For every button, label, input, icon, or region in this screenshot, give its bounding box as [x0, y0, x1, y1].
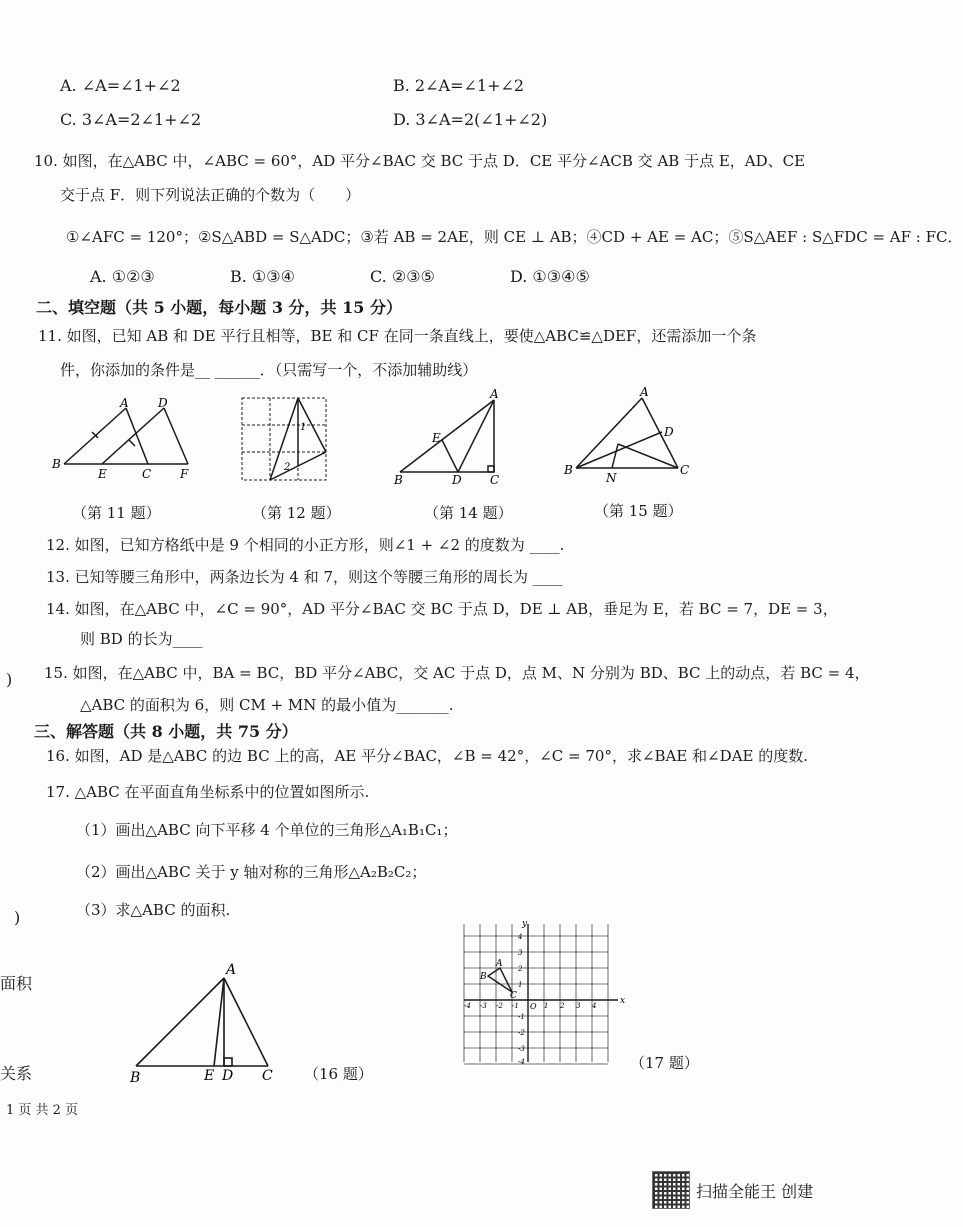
y-tick-label: -2 — [518, 1029, 525, 1037]
fig11-label-f: F — [180, 467, 189, 481]
fig17-label-y: y — [522, 919, 528, 929]
fig16-label-b: B — [130, 1070, 141, 1086]
q10-option-a: A. ①②③ — [90, 267, 155, 286]
q9-option-a: A. ∠A=∠1+∠2 — [60, 76, 181, 95]
figure-q12 — [240, 396, 332, 484]
fig12-angle-2: 2 — [284, 462, 291, 473]
fig17-label-a: A — [496, 959, 503, 969]
fig15-label-b: B — [564, 463, 573, 477]
x-tick-label: -1 — [512, 1002, 519, 1010]
q10-statements: ①∠AFC = 120°；②S△ABD = S△ADC；③若 AB = 2AE，则 CE ⊥ AB；④CD + AE = AC；⑤S△AEF : S△FDC = AF : FC． — [66, 228, 963, 246]
fig15-label-c: C — [680, 463, 690, 477]
q10-line1: 10. 如图，在△ABC 中，∠ABC = 60°，AD 平分∠BAC 交 BC 于点 D．CE 平分∠ACB 交 AB 于点 E，AD、CE — [34, 152, 806, 170]
y-tick-label: 2 — [518, 965, 523, 973]
caption-q16: （16 题） — [304, 1065, 373, 1083]
section-fill-in-heading: 二、填空题（共 5 小题，每小题 3 分，共 15 分） — [36, 298, 402, 317]
q13-text: 13. 已知等腰三角形中，两条边长为 4 和 7，则这个等腰三角形的周长为 ____ — [46, 568, 563, 586]
q17-part3: （3）求△ABC 的面积. — [76, 901, 231, 919]
q15-line2: △ABC 的面积为 6，则 CM + MN 的最小值为_______. — [80, 696, 454, 714]
page-number: 1 页 共 2 页 — [6, 1103, 79, 1118]
caption-q15: （第 15 题） — [594, 502, 683, 520]
fig16-label-a: A — [226, 962, 237, 978]
y-tick-label: -3 — [518, 1045, 525, 1053]
q17-part2: （2）画出△ABC 关于 y 轴对称的三角形△A₂B₂C₂； — [76, 863, 427, 881]
q16-text: 16. 如图，AD 是△ABC 的边 BC 上的高，AE 平分∠BAC，∠B = 42°，∠C = 70°，求∠BAE 和∠DAE 的度数. — [46, 747, 809, 765]
fig11-label-d: D — [158, 396, 168, 410]
fig16-label-d: D — [222, 1068, 234, 1084]
q14-line2: 则 BD 的长为____ — [80, 630, 203, 648]
fig15-label-d: D — [664, 425, 674, 439]
q11-line1: 11. 如图，已知 AB 和 DE 平行且相等，BE 和 CF 在同一条直线上，要使△ABC≌△DEF，还需添加一个条 — [38, 327, 757, 345]
fig12-angle-1: 1 — [300, 422, 307, 433]
x-tick-label: 2 — [560, 1002, 565, 1010]
x-tick-label: 1 — [544, 1002, 549, 1010]
fig11-label-a: A — [120, 396, 129, 410]
fig17-label-c: C — [510, 991, 517, 1001]
margin-paren-1: ) — [6, 670, 13, 689]
margin-fragment-relation: 关系 — [0, 1064, 33, 1083]
qr-code-icon — [652, 1171, 690, 1209]
fig14-label-c: C — [490, 473, 500, 487]
fig15-label-a: A — [640, 385, 649, 399]
margin-fragment-area: 面积 — [0, 974, 33, 993]
fig17-label-b: B — [480, 972, 487, 982]
y-tick-label: 4 — [518, 933, 523, 941]
fig17-label-origin: O — [530, 1002, 537, 1011]
x-tick-label: -2 — [496, 1002, 503, 1010]
fig11-label-e: E — [98, 467, 107, 481]
y-tick-label: 1 — [518, 981, 523, 989]
q9-option-c: C. 3∠A=2∠1+∠2 — [60, 110, 202, 129]
y-tick-label: -1 — [518, 1013, 525, 1021]
fig11-label-b: B — [52, 457, 61, 471]
caption-q12: （第 12 题） — [252, 504, 341, 522]
x-tick-label: 4 — [592, 1002, 597, 1010]
fig15-label-n: N — [606, 471, 617, 485]
y-tick-label: 3 — [518, 949, 523, 957]
q17-line1: 17. △ABC 在平面直角坐标系中的位置如图所示. — [46, 783, 370, 801]
q17-part1: （1）画出△ABC 向下平移 4 个单位的三角形△A₁B₁C₁； — [76, 821, 458, 839]
figure-q11 — [52, 398, 202, 484]
q11-line2: 件，你添加的条件是__ ______．（只需写一个，不添加辅助线） — [60, 361, 478, 379]
figure-q17-grid — [460, 920, 626, 1066]
x-tick-label: 3 — [576, 1002, 581, 1010]
x-tick-label: -4 — [464, 1002, 471, 1010]
fig16-label-e: E — [204, 1068, 215, 1084]
figure-q15 — [562, 386, 702, 486]
margin-paren-2: ) — [14, 908, 21, 927]
caption-q14: （第 14 题） — [424, 504, 513, 522]
fig14-label-e: E — [432, 431, 441, 445]
caption-q17: （17 题） — [630, 1054, 699, 1072]
fig14-label-d: D — [452, 473, 462, 487]
q10-option-d: D. ①③④⑤ — [510, 267, 590, 286]
scanner-watermark: 扫描全能王 创建 — [696, 1182, 814, 1201]
q10-option-b: B. ①③④ — [230, 267, 295, 286]
q10-option-c: C. ②③⑤ — [370, 267, 435, 286]
fig14-label-b: B — [394, 473, 403, 487]
figure-q14 — [392, 387, 512, 487]
y-tick-label: -4 — [518, 1058, 525, 1066]
q12-text: 12. 如图，已知方格纸中是 9 个相同的小正方形，则∠1 + ∠2 的度数为 ____. — [46, 536, 565, 554]
fig16-label-c: C — [262, 1068, 273, 1084]
x-tick-label: -3 — [480, 1002, 487, 1010]
figure-q16 — [128, 958, 288, 1086]
fig11-label-c: C — [142, 467, 152, 481]
q9-option-b: B. 2∠A=∠1+∠2 — [393, 76, 525, 95]
caption-q11: （第 11 题） — [72, 504, 161, 522]
q15-line1: 15. 如图，在△ABC 中，BA = BC，BD 平分∠ABC，交 AC 于点 D，点 M、N 分别为 BD、BC 上的动点，若 BC = 4， — [44, 664, 870, 682]
q10-line2: 交于点 F．则下列说法正确的个数为（ ） — [60, 186, 361, 204]
q14-line1: 14. 如图，在△ABC 中，∠C = 90°，AD 平分∠BAC 交 BC 于点 D，DE ⊥ AB，垂足为 E，若 BC = 7，DE = 3， — [46, 600, 838, 618]
fig14-label-a: A — [490, 387, 499, 401]
q9-option-d: D. 3∠A=2(∠1+∠2) — [393, 110, 548, 129]
fig17-label-x: x — [620, 996, 626, 1006]
section-solutions-heading: 三、解答题（共 8 小题，共 75 分） — [34, 722, 298, 741]
